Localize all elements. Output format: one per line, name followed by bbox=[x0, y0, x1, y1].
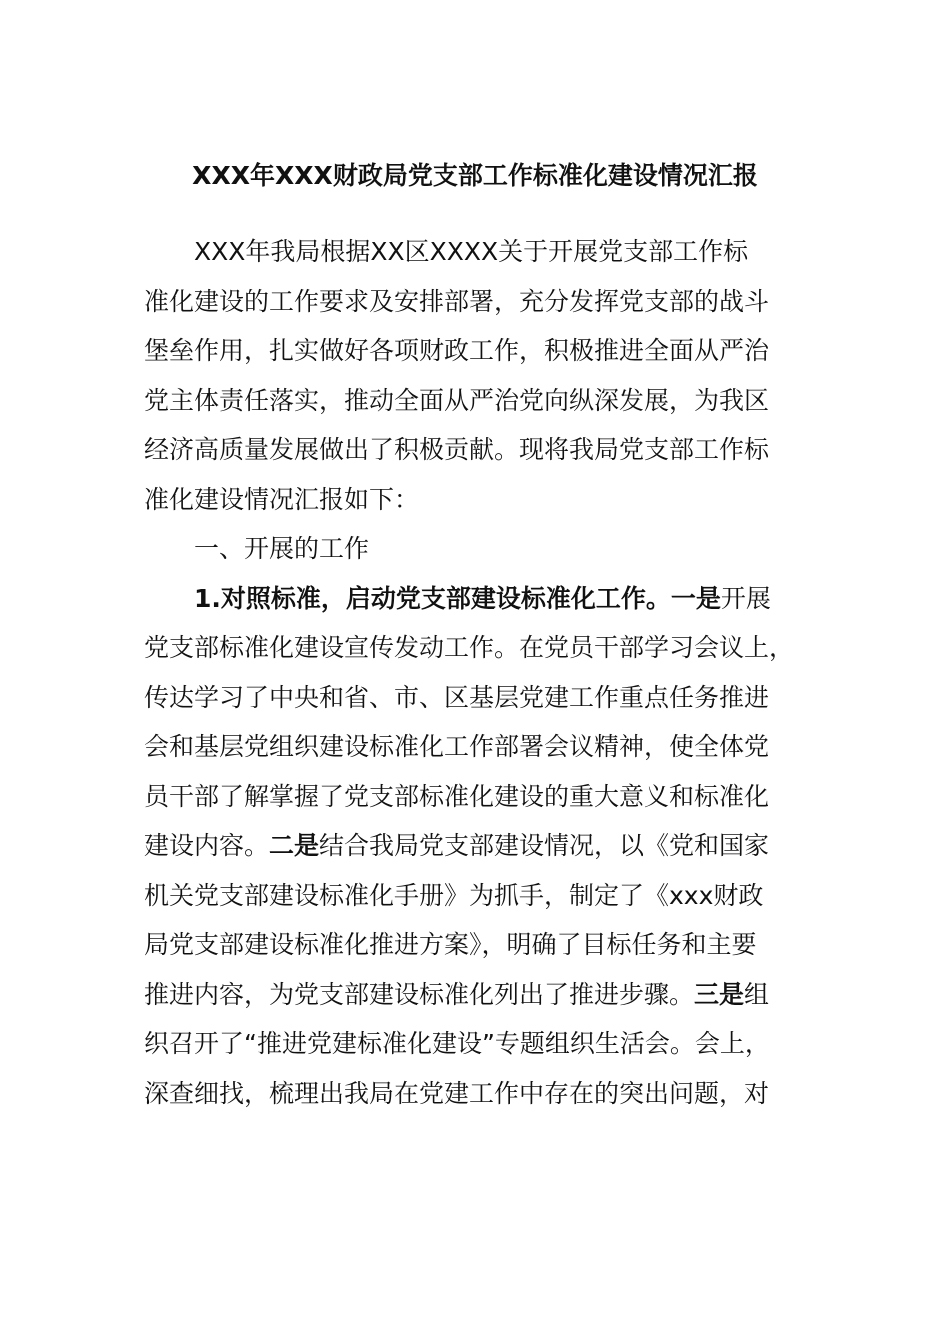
item1-line-3: 传达学习了中央和省、市、区基层党建工作重点任务推进 bbox=[144, 683, 770, 712]
item1-point-two: 二是 bbox=[269, 831, 320, 860]
item1-line-1 bbox=[194, 579, 771, 619]
item1-line-11: 深查细找，梳理出我局在党建工作中存在的突出问题，对 bbox=[144, 1079, 770, 1108]
item1-heading: 1.对照标准，启动党支部建设标准化工作。一是 bbox=[194, 584, 721, 613]
item1-line-9-post: 组 bbox=[744, 980, 770, 1009]
intro-line-3: 堡垒作用，扎实做好各项财政工作，积极推进全面从严治 bbox=[144, 336, 770, 365]
item1-line-2: 党支部标准化建设宣传发动工作。在党员干部学习会议上， bbox=[144, 633, 795, 662]
item1-line-1-text: 开展 bbox=[720, 584, 771, 613]
item1-line-6-post: 结合我局党支部建设情况，以《党和国家 bbox=[319, 831, 770, 860]
intro-line-6: 准化建设情况汇报如下： bbox=[144, 485, 420, 514]
item1-line-7: 机关党支部建设标准化手册》为抓手，制定了《xxx财政 bbox=[144, 881, 764, 910]
item1-line-5: 员干部了解掌握了党支部标准化建设的重大意义和标准化 bbox=[144, 782, 770, 811]
intro-line-4: 党主体责任落实，推动全面从严治党向纵深发展，为我区 bbox=[144, 386, 770, 415]
item1-line-9 bbox=[144, 975, 769, 1015]
item1-line-6-pre: 建设内容。 bbox=[144, 831, 270, 860]
item1-line-4: 会和基层党组织建设标准化工作部署会议精神，使全体党 bbox=[144, 732, 770, 761]
document-title: XXX年XXX财政局党支部工作标准化建设情况汇报 bbox=[192, 161, 758, 190]
intro-line-1: XXX年我局根据XX区XXXX关于开展党支部工作标 bbox=[194, 237, 749, 266]
section-heading: 一、开展的工作 bbox=[194, 534, 370, 563]
item1-line-9-pre: 推进内容，为党支部建设标准化列出了推进步骤。 bbox=[144, 980, 695, 1009]
item1-point-three: 三是 bbox=[694, 980, 745, 1009]
item1-line-8: 局党支部建设标准化推进方案》，明确了目标任务和主要 bbox=[144, 930, 757, 959]
item1-line-6 bbox=[144, 826, 769, 866]
intro-line-5: 经济高质量发展做出了积极贡献。现将我局党支部工作标 bbox=[144, 435, 770, 464]
item1-line-10: 织召开了“推进党建标准化建设”专题组织生活会。会上， bbox=[144, 1029, 770, 1058]
intro-line-2: 准化建设的工作要求及安排部署，充分发挥党支部的战斗 bbox=[144, 287, 770, 316]
